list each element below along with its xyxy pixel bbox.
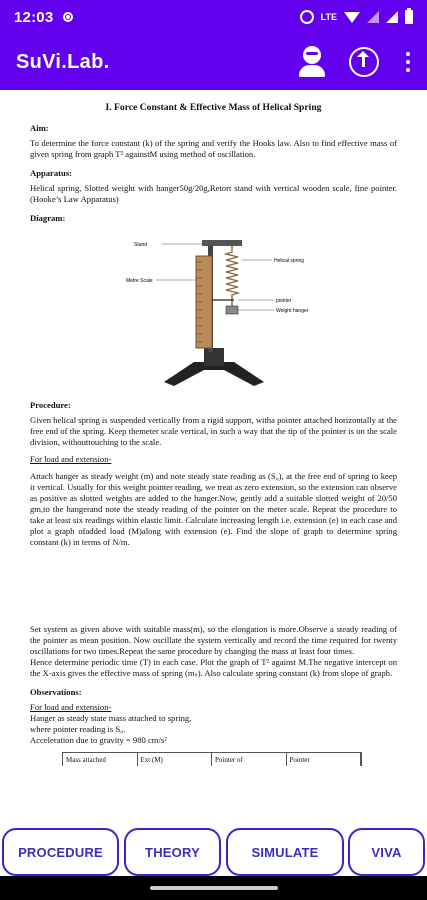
- notification-icon: [63, 12, 73, 22]
- profile-body: [299, 65, 325, 77]
- profile-icon[interactable]: [295, 45, 329, 79]
- signal-icon-2: [386, 11, 398, 23]
- app-bar: [0, 34, 427, 90]
- status-icons: [300, 10, 413, 24]
- label-metre-scale: Metre Scale: [125, 278, 153, 284]
- table-header-cell: Pointer of: [212, 753, 287, 766]
- battery-icon: [405, 10, 413, 24]
- more-options-icon[interactable]: [405, 52, 411, 72]
- stand-foot: [204, 348, 224, 366]
- system-gesture-bar: [0, 876, 427, 900]
- theory-button[interactable]: THEORY: [124, 828, 221, 876]
- wifi-icon: [344, 12, 360, 23]
- oscillation-text: Set system as given above with suitable mass(m), so the elongation is more.Observe a steady reading of the pointer as mean position. Now oscillate the system vertically and record the time required for twenty oscillations for two times.Repeat the same procedure by changing the mass at least four times.: [30, 624, 397, 656]
- stand-arm: [202, 240, 242, 246]
- table-header-cell: Pointer: [287, 753, 362, 766]
- procedure-button[interactable]: PROCEDURE: [2, 828, 119, 876]
- alarm-icon: [300, 10, 314, 24]
- label-helical-spring: Helical spring: [273, 258, 304, 264]
- observation-table-header: [62, 752, 362, 766]
- home-gesture-handle[interactable]: [150, 886, 278, 890]
- aim-text: To determine the force constant (k) of the spring and verify the Hooks law. Also to find effective mass of given spring from graph T² againstM using method of oscillation.: [30, 138, 397, 159]
- hookes-law-apparatus-diagram: [104, 230, 324, 390]
- app-title: SuVi.Lab.: [16, 50, 110, 73]
- label-pointer: pointer: [275, 298, 291, 304]
- logout-power-icon[interactable]: [349, 47, 379, 77]
- label-stand: Stand: [133, 242, 147, 248]
- apparatus-heading: Apparatus:: [30, 168, 73, 178]
- table-header-cell: Ext (M): [138, 753, 213, 766]
- status-time: 12:03: [14, 8, 54, 26]
- obs-line-2: where pointer reading is S₀.: [30, 724, 126, 734]
- procedure-document[interactable]: [0, 90, 427, 820]
- load-extension-heading: For load and extension-: [30, 454, 112, 464]
- volte-label: LTE: [320, 12, 337, 22]
- obs-load-heading: For load and extension-: [30, 702, 112, 712]
- profile-head: [303, 46, 321, 64]
- obs-line-1: Hanger as steady state mass attached to spring,: [30, 713, 192, 723]
- apparatus-text: Helical spring, Slotted weight with hanger50g/20g,Retort stand with vertical wooden scale, fine pointer.(Hooke’s Law Apparatus): [30, 183, 397, 204]
- label-weight-hanger: Weight hanger: [275, 308, 308, 314]
- weight-hanger: [226, 306, 238, 314]
- load-extension-text: Attach hanger as steady weight (m) and note steady state reading as (S₀), at the free end of spring to keep it vertical. Usually for this weight pointer reading, we treat as zero extension, so the extension can observe as positive as slotted weights are added to the hanger.Now, gently add a suitable slotted weight of 20/50 gm,to the hangerand note the steady reading of the pointer on the meter scale. Repeat the procedure to take at least six readings within elastic limit. Calculate increasing length i.e. extension (e) in each case and plot a graph ofadded load (M)along with extension (e). Find the slope of graph to determine spring constant (k) in terms of N/m.: [30, 471, 397, 547]
- simulate-button[interactable]: SIMULATE: [226, 828, 344, 876]
- obs-line-3: Acceleration due to gravity = 980 cm/s²: [30, 735, 167, 745]
- procedure-text: Given helical spring is suspended vertically from a rigid support, witha pointer attached horizontally at the free end of the spring. Keep themeter scale vertical, in such a way that the tip of the pointer is on the scale division, withouttouching to the scale.: [30, 415, 397, 447]
- signal-icon: [367, 11, 379, 23]
- document-title: I. Force Constant & Effective Mass of Helical Spring: [105, 102, 322, 113]
- blank-space: [30, 554, 397, 624]
- procedure-heading: Procedure:: [30, 400, 71, 410]
- aim-heading: Aim:: [30, 123, 49, 133]
- viva-button[interactable]: VIVA: [348, 828, 425, 876]
- diagram-heading: Diagram:: [30, 213, 66, 223]
- status-bar: [0, 0, 427, 34]
- periodic-time-text: Hence determine periodic time (T) in each case. Plot the graph of T² against M.The negative intercept on the X-axis gives the effective mass of spring (mₛ). Also calculate spring constant (k) from slope of graph.: [30, 657, 397, 678]
- bottom-button-bar: [0, 826, 427, 874]
- observations-heading: Observations:: [30, 687, 82, 697]
- helical-spring: [226, 246, 238, 300]
- app-actions: [295, 45, 411, 79]
- table-header-cell: Mass attached: [63, 753, 138, 766]
